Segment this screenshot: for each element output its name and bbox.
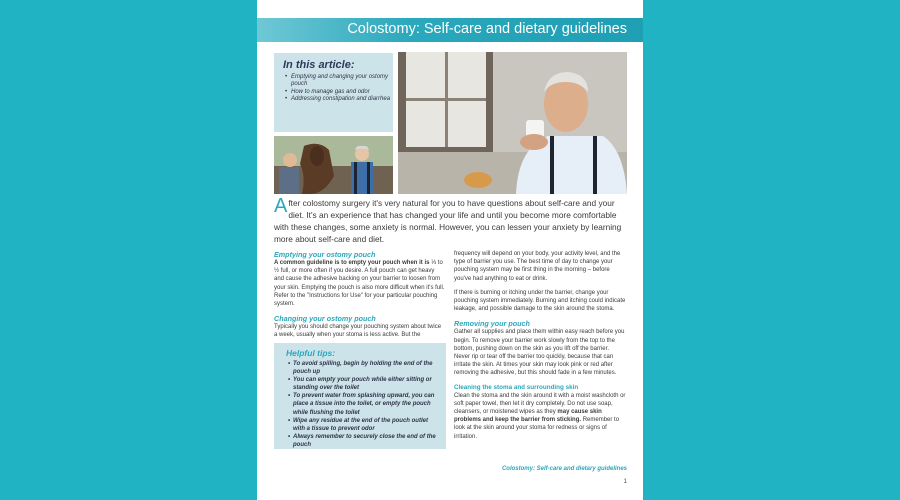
intro-paragraph: [274, 197, 626, 245]
cleaning-text-1: Clean the stoma and the skin around it with a moist washcloth or soft paper towel, then let it dry completely. Do not use soap, cleansers, or moistened wipes as they: [454, 392, 626, 416]
article-topic: • Addressing constipation and diarrhea: [285, 96, 391, 103]
frequency-paragraph: frequency will depend on your body, your activity level, and the type of barrier you use. The best time of day to change your pouching system may be first thing in the morning – before you've had anything to eat or drink.: [454, 251, 621, 282]
cleaning-text-2: Remember to look at the skin around your stoma for redness or signs of irritation.: [454, 417, 620, 440]
emptying-paragraph: [274, 259, 446, 308]
helpful-tips-heading: Helpful tips:: [286, 348, 336, 358]
cleaning-paragraph: [454, 392, 626, 441]
top-band: [257, 0, 643, 16]
right-column: [454, 250, 626, 447]
helpful-tips-box: [274, 343, 446, 449]
tip-item: • Always remember to securely close the end of the pouch: [288, 433, 440, 449]
left-column: [274, 250, 446, 346]
document-page: [257, 0, 643, 500]
emptying-lead: A common guideline is to empty your pouch when it is: [274, 260, 430, 266]
removing-paragraph: Gather all supplies and place them within easy reach before you begin. To remove your barrier work slowly from the top to the bottom, pushing down on the skin as you lift off the barrier. Never rip or tear off the barrier too quickly, because that can irritate the skin. At times your skin may look pink or red after removing the adhesive, but this should fade in a few minutes.: [454, 329, 625, 377]
removing-heading: Removing your pouch: [454, 319, 530, 329]
tip-item: • Wipe any residue at the end of the pouch outlet with a tissue to prevent odor: [288, 417, 440, 433]
tip-item: • To prevent water from splashing upward, you can place a tissue into the toilet, or empty the pouch while flushing the toilet: [288, 392, 440, 416]
helpful-tips-list: [288, 360, 440, 449]
cleaning-heading: Cleaning the stoma and surrounding skin: [454, 383, 579, 391]
page-number: 1: [623, 479, 627, 485]
man-with-horse-photo: [274, 136, 393, 194]
changing-paragraph: Typically you should change your pouching system about twice a week, usually when your stoma is less active. But the: [274, 324, 442, 339]
tip-item: • To avoid spilling, begin by holding the end of the pouch up: [288, 360, 440, 376]
article-topic: • Emptying and changing your ostomy pouch: [285, 74, 391, 89]
emptying-text: ⅓ to ½ full, or more often if you desire. A full pouch can get heavy and cause the adhesive backing on your barrier to loosen from your skin. Emptying the pouch is also more difficult when it's full. Refer to the "Instructions for Use" for your particular pouching system.: [274, 260, 445, 308]
footer-title: Colostomy: Self-care and dietary guidelines: [501, 466, 627, 472]
article-topic: • How to manage gas and odor: [285, 89, 391, 96]
burning-paragraph: If there is burning or itching under the barrier, change your pouching system immediately. Burning and itching could indicate leakage, and possible damage to the skin around the stoma.: [454, 289, 626, 313]
title-bar: [257, 18, 643, 42]
intro-dropcap: A: [274, 195, 288, 217]
tip-item: • You can empty your pouch while either sitting or standing over the toilet: [288, 376, 440, 392]
emptying-heading: Emptying your ostomy pouch: [274, 250, 376, 259]
page-title: Colostomy: Self-care and dietary guidelines: [347, 21, 627, 37]
article-topics-list: [285, 74, 391, 103]
man-drinking-photo: [398, 52, 627, 194]
changing-heading: Changing your ostomy pouch: [274, 314, 376, 324]
in-this-article-box: [274, 53, 393, 132]
cleaning-bold: may cause skin problems and keep the barrier from sticking.: [454, 409, 602, 424]
in-this-article-heading: In this article:: [283, 59, 355, 71]
intro-text: fter colostomy surgery it's very natural for you to have questions about self-care and your diet. It's an experience that has changed your life and until you become more comfortable with these changes, some anxiety is normal. However, you can lessen your anxiety by learning more about self-care and diet.: [274, 198, 622, 244]
